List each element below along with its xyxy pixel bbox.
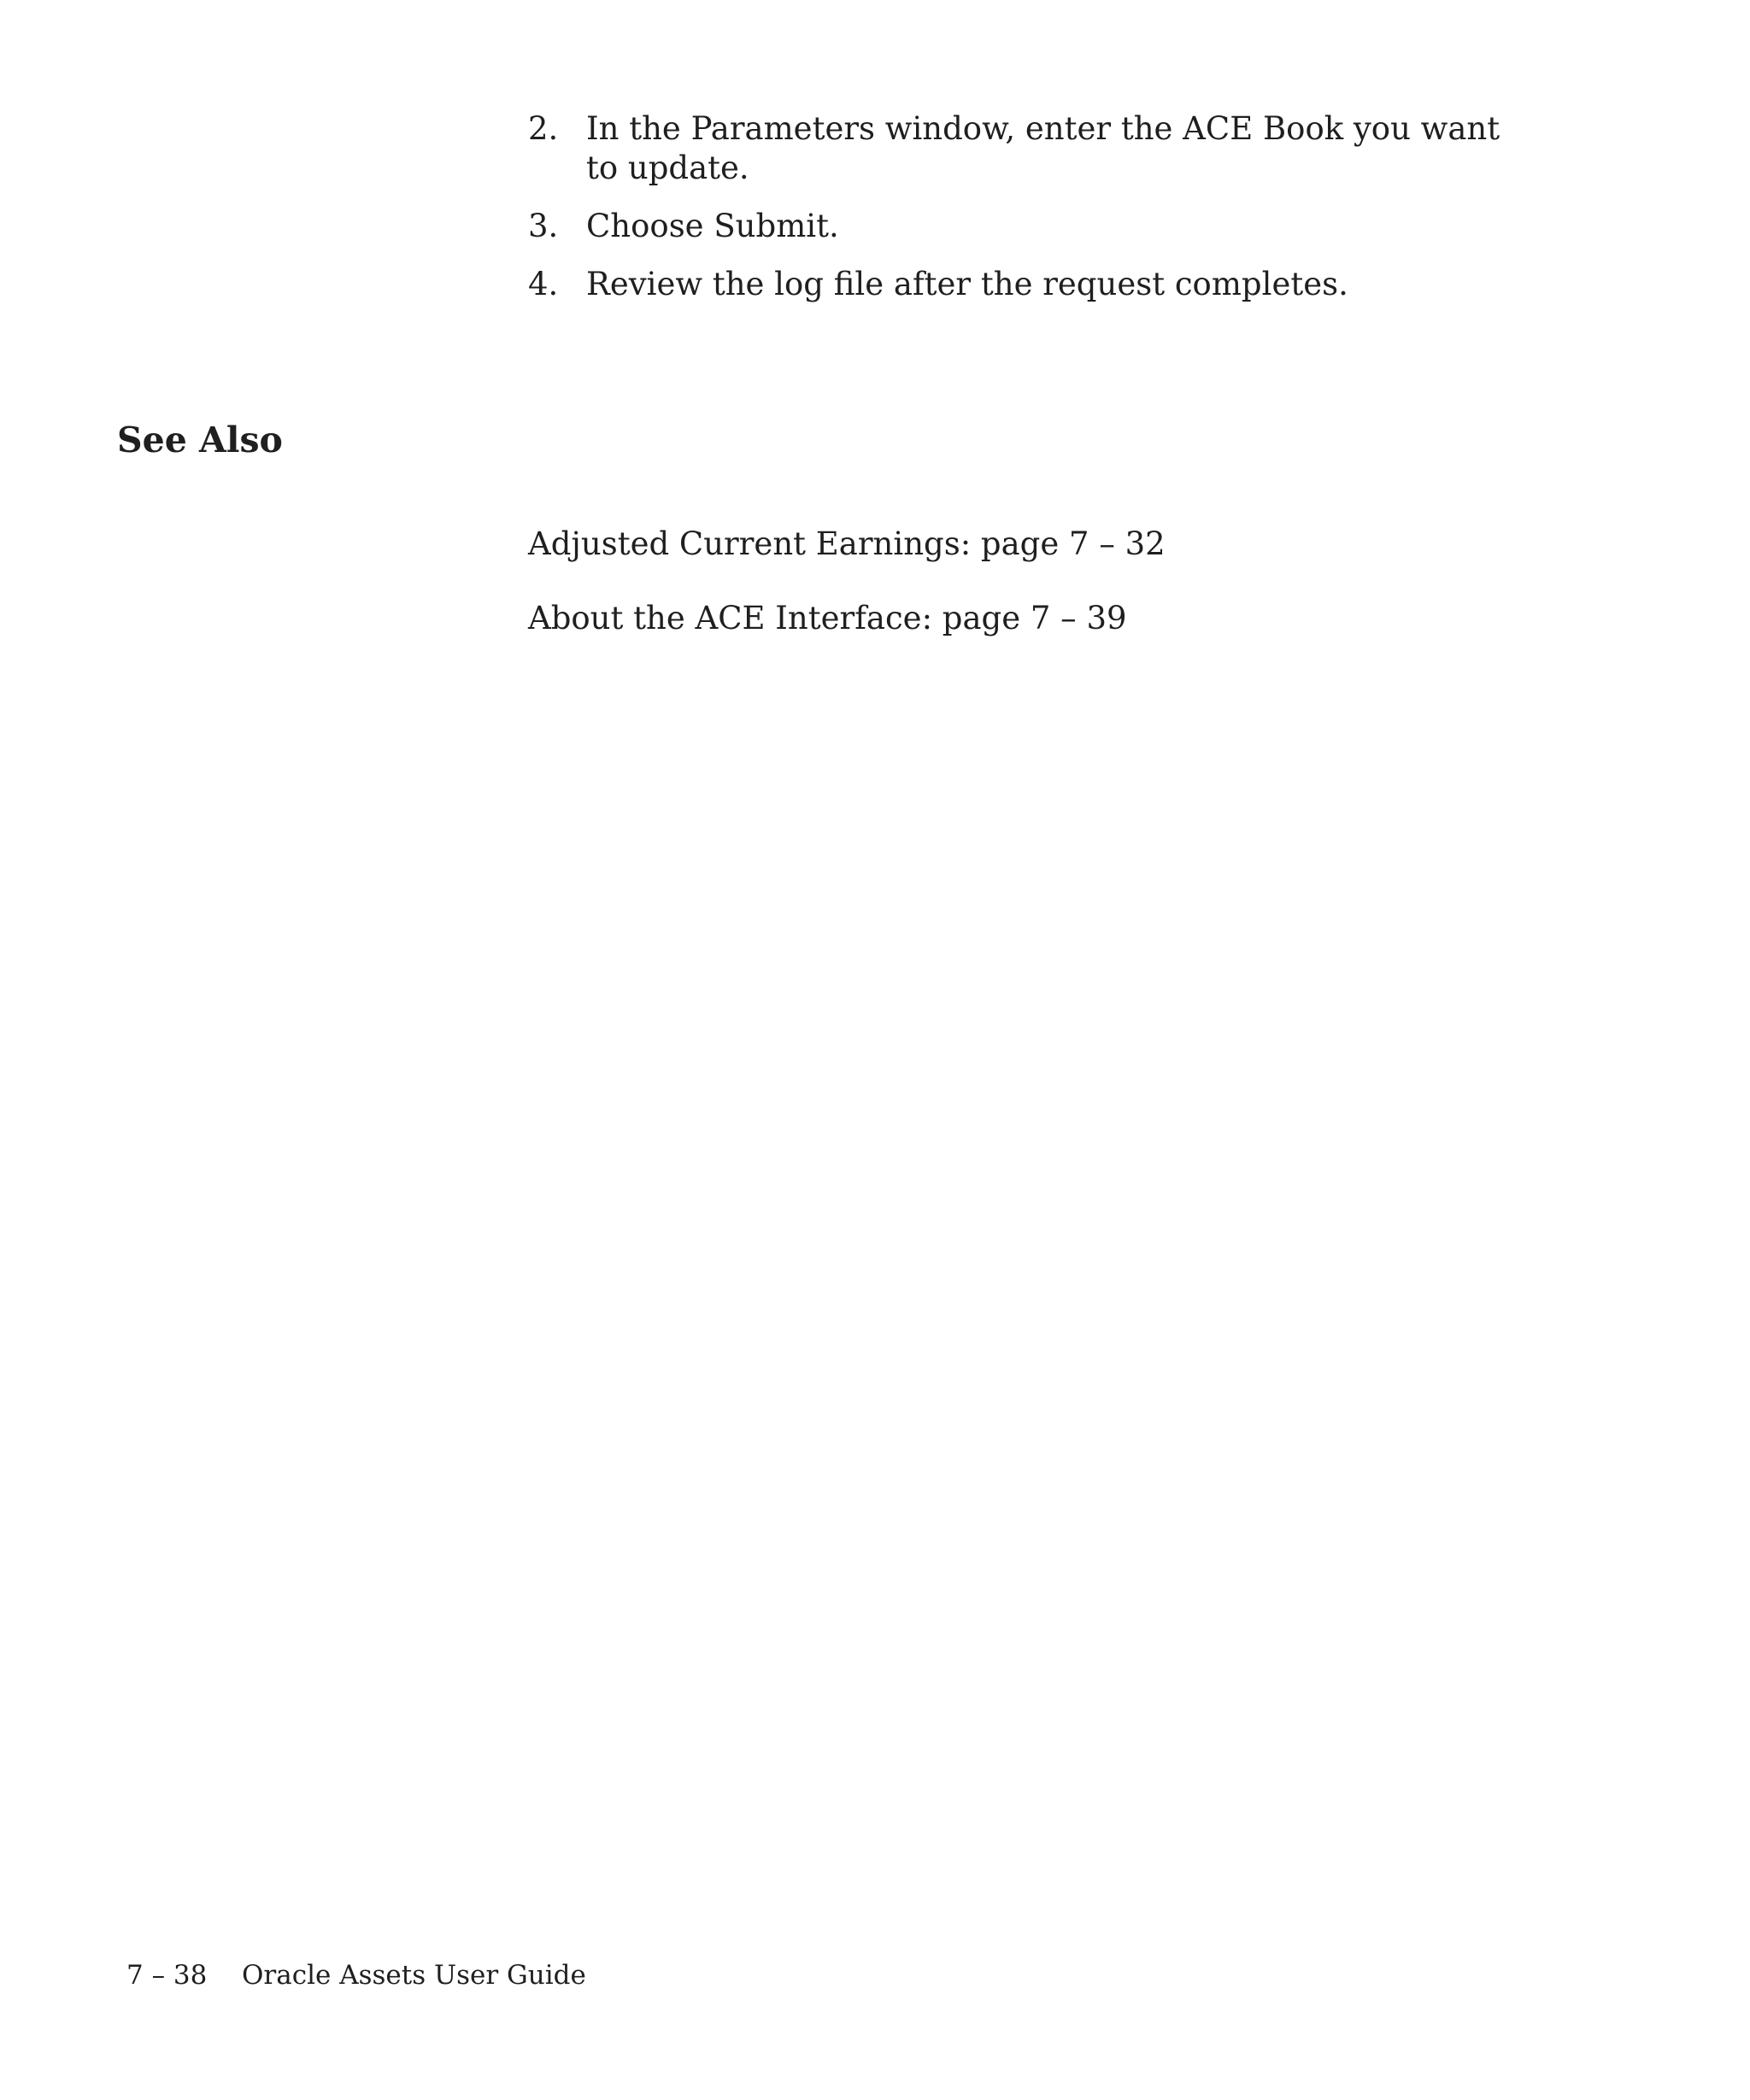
- see-also-link-adjusted-current-earnings[interactable]: Adjusted Current Earnings: page 7 – 32: [528, 525, 1166, 562]
- procedure-steps: [528, 109, 1536, 323]
- see-also-list: [528, 525, 1536, 673]
- step-item: [528, 109, 1536, 188]
- page-number: 7 – 38: [126, 1960, 208, 1991]
- step-number: 4.: [528, 266, 559, 302]
- see-also-heading: See Also: [117, 419, 283, 460]
- see-also-link-about-ace-interface[interactable]: About the ACE Interface: page 7 – 39: [528, 600, 1127, 636]
- book-title: Oracle Assets User Guide: [242, 1960, 586, 1991]
- step-text: Choose Submit.: [586, 208, 839, 244]
- step-number: 2.: [528, 110, 559, 147]
- step-text: In the Parameters window, enter the ACE Book you want to update.: [586, 110, 1500, 186]
- step-number: 3.: [528, 208, 559, 244]
- step-item: [528, 265, 1536, 304]
- page-footer: [126, 1958, 586, 1992]
- step-text: Review the log file after the request completes.: [586, 266, 1348, 302]
- step-item: [528, 207, 1536, 246]
